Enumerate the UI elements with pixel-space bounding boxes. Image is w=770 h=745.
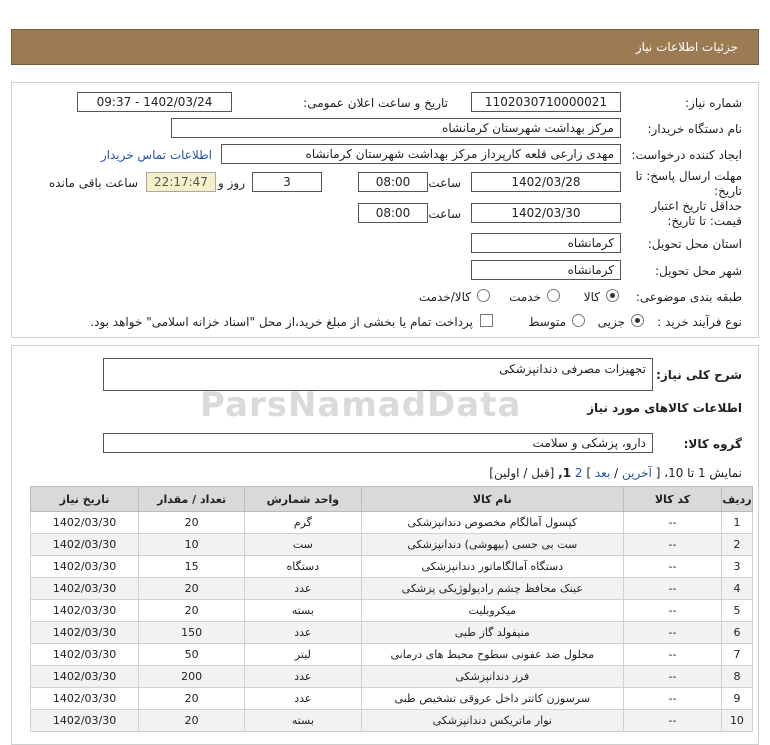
cell-code: -- [624,512,722,534]
province-label: استان محل تحویل: [647,237,742,251]
validity-time-label: ساعت [428,207,461,221]
cell-date: 1402/03/30 [31,556,139,578]
pagination-page-1: 1 [562,466,572,480]
pagination-next-link[interactable]: بعد [594,466,611,480]
table-row [31,600,753,622]
cell-name: کپسول آمالگام مخصوص دندانپزشکی [361,512,624,534]
cell-row-number: 6 [721,622,752,644]
cell-row-number: 10 [721,710,752,732]
table-row [31,710,753,732]
validity-date-field[interactable]: 1402/03/30 [471,203,621,223]
cell-qty: 200 [139,666,245,688]
buyer-contact-link[interactable]: اطلاعات تماس خریدار [100,148,212,162]
table-header-row [31,487,753,512]
category-radio-service[interactable] [547,289,560,302]
validity-label: حداقل تاریخ اعتبار قیمت: تا تاریخ: [651,199,742,228]
table-row [31,688,753,710]
category-label: طبقه بندی موضوعی: [635,290,742,304]
treasury-note: پرداخت تمام یا بخشی از مبلغ خرید،از محل "اسناد خزانه اسلامی" خواهد بود. [90,315,473,329]
deadline-date-field[interactable]: 1402/03/28 [471,172,621,192]
cell-date: 1402/03/30 [31,512,139,534]
cell-code: -- [624,534,722,556]
treasury-checkbox[interactable] [480,314,493,327]
cell-date: 1402/03/30 [31,534,139,556]
goods-table [30,486,753,732]
table-row [31,666,753,688]
cell-date: 1402/03/30 [31,666,139,688]
table-row [31,622,753,644]
cell-code: -- [624,644,722,666]
goods-group-label: گروه کالا: [683,437,742,451]
cell-name: محلول ضد عفونی سطوح محیط های درمانی [361,644,624,666]
pagination-page-2[interactable]: 2 [574,466,583,480]
cell-qty: 50 [139,644,245,666]
cell-unit: ست [245,534,361,556]
cell-qty: 20 [139,512,245,534]
category-option-goods: کالا [583,290,600,304]
general-desc-field[interactable]: تجهیزات مصرفی دندانپزشکی [103,358,653,391]
need-number-label: شماره نیاز: [685,96,742,110]
validity-time-field[interactable]: 08:00 [358,203,428,223]
cell-qty: 150 [139,622,245,644]
cell-row-number: 8 [721,666,752,688]
buyer-field[interactable]: مرکز بهداشت شهرستان کرمانشاه [171,118,621,138]
cell-code: -- [624,600,722,622]
cell-name: فرز دندانپزشکی [361,666,624,688]
cell-code: -- [624,710,722,732]
cell-qty: 20 [139,710,245,732]
cell-qty: 20 [139,578,245,600]
col-unit-header: واحد شمارش [245,487,361,512]
days-field[interactable]: 3 [252,172,322,192]
cell-code: -- [624,666,722,688]
process-option-medium: متوسط [528,315,566,329]
creator-field[interactable]: مهدی زارعی قلعه کارپرداز مرکز بهداشت شهرستان کرمانشاه [221,144,621,164]
cell-date: 1402/03/30 [31,688,139,710]
col-code-header: کد کالا [624,487,722,512]
days-label: روز و [218,176,245,190]
cell-unit: عدد [245,688,361,710]
category-radio-goods-service[interactable] [477,289,490,302]
pagination: نمایش 1 تا 10، [ آخرین / بعد ] 2 1, [قبل / اولین] [489,466,742,480]
process-radio-medium[interactable] [572,314,585,327]
cell-row-number: 1 [721,512,752,534]
cell-unit: گرم [245,512,361,534]
table-row [31,578,753,600]
cell-unit: دستگاه [245,556,361,578]
remaining-label: ساعت باقی مانده [48,176,138,190]
announce-field[interactable]: 1402/03/24 - 09:37 [77,92,232,112]
cell-unit: بسته [245,710,361,732]
cell-date: 1402/03/30 [31,622,139,644]
category-option-goods-service: کالا/خدمت [418,290,471,304]
col-date-header: تاریخ نیاز [31,487,139,512]
cell-name: میکروبلیت [361,600,624,622]
process-label: نوع فرآیند خرید : [657,315,742,329]
city-label: شهر محل تحویل: [655,264,742,278]
cell-code: -- [624,578,722,600]
cell-row-number: 3 [721,556,752,578]
process-radio-minor[interactable] [631,314,644,327]
pagination-prefix: نمایش 1 تا 10، [ [655,466,742,480]
col-qty-header: تعداد / مقدار [139,487,245,512]
table-row [31,512,753,534]
province-field[interactable]: کرمانشاه [471,233,621,253]
creator-label: ایجاد کننده درخواست: [631,148,742,162]
col-name-header: نام کالا [361,487,624,512]
cell-name: نوار ماتریکس دندانپزشکی [361,710,624,732]
cell-qty: 10 [139,534,245,556]
col-row-header: ردیف [721,487,752,512]
cell-qty: 20 [139,600,245,622]
table-row [31,644,753,666]
cell-unit: عدد [245,622,361,644]
cell-row-number: 5 [721,600,752,622]
cell-name: دستگاه آمالگاماتور دندانپزشکی [361,556,624,578]
cell-date: 1402/03/30 [31,600,139,622]
need-number-field[interactable]: 1102030710000021 [471,92,621,112]
deadline-time-field[interactable]: 08:00 [358,172,428,192]
goods-group-field[interactable]: دارو، پزشکی و سلامت [103,433,653,453]
cell-name: منیفولد گاز طبی [361,622,624,644]
cell-unit: عدد [245,578,361,600]
remaining-time-field: 22:17:47 [146,172,216,192]
cell-row-number: 2 [721,534,752,556]
pagination-suffix: [قبل / اولین] [489,466,555,480]
cell-unit: عدد [245,666,361,688]
general-desc-label: شرح کلی نیاز: [656,368,742,382]
cell-row-number: 7 [721,644,752,666]
cell-code: -- [624,688,722,710]
cell-code: -- [624,556,722,578]
category-option-service: خدمت [509,290,541,304]
cell-date: 1402/03/30 [31,710,139,732]
category-radio-goods[interactable] [606,289,619,302]
cell-date: 1402/03/30 [31,578,139,600]
city-field[interactable]: کرمانشاه [471,260,621,280]
cell-unit: بسته [245,600,361,622]
cell-name: عینک محافظ چشم رادیولوژیکی پزشکی [361,578,624,600]
need-details-panel [11,82,759,338]
cell-name: سرسوزن کاتتر داخل عروقی تشخیص طبی [361,688,624,710]
pagination-last-link[interactable]: آخرین [622,466,652,480]
cell-name: ست بی حسی (بیهوشی) دندانپزشکی [361,534,624,556]
cell-row-number: 4 [721,578,752,600]
cell-code: -- [624,622,722,644]
deadline-time-label: ساعت [428,176,461,190]
watermark-text: ParsNamadData [200,385,522,425]
announce-label: تاریخ و ساعت اعلان عمومی: [303,96,448,110]
goods-info-title: اطلاعات کالاهای مورد نیاز [587,401,742,415]
process-option-minor: جزیی [597,315,625,329]
cell-qty: 15 [139,556,245,578]
table-row [31,534,753,556]
page-title: جزئیات اطلاعات نیاز [635,40,738,54]
page-header [11,29,759,65]
cell-row-number: 9 [721,688,752,710]
deadline-label: مهلت ارسال پاسخ: تا تاریخ: [635,169,742,198]
table-row [31,556,753,578]
cell-qty: 20 [139,688,245,710]
cell-unit: لیتر [245,644,361,666]
buyer-label: نام دستگاه خریدار: [647,122,742,136]
cell-date: 1402/03/30 [31,644,139,666]
